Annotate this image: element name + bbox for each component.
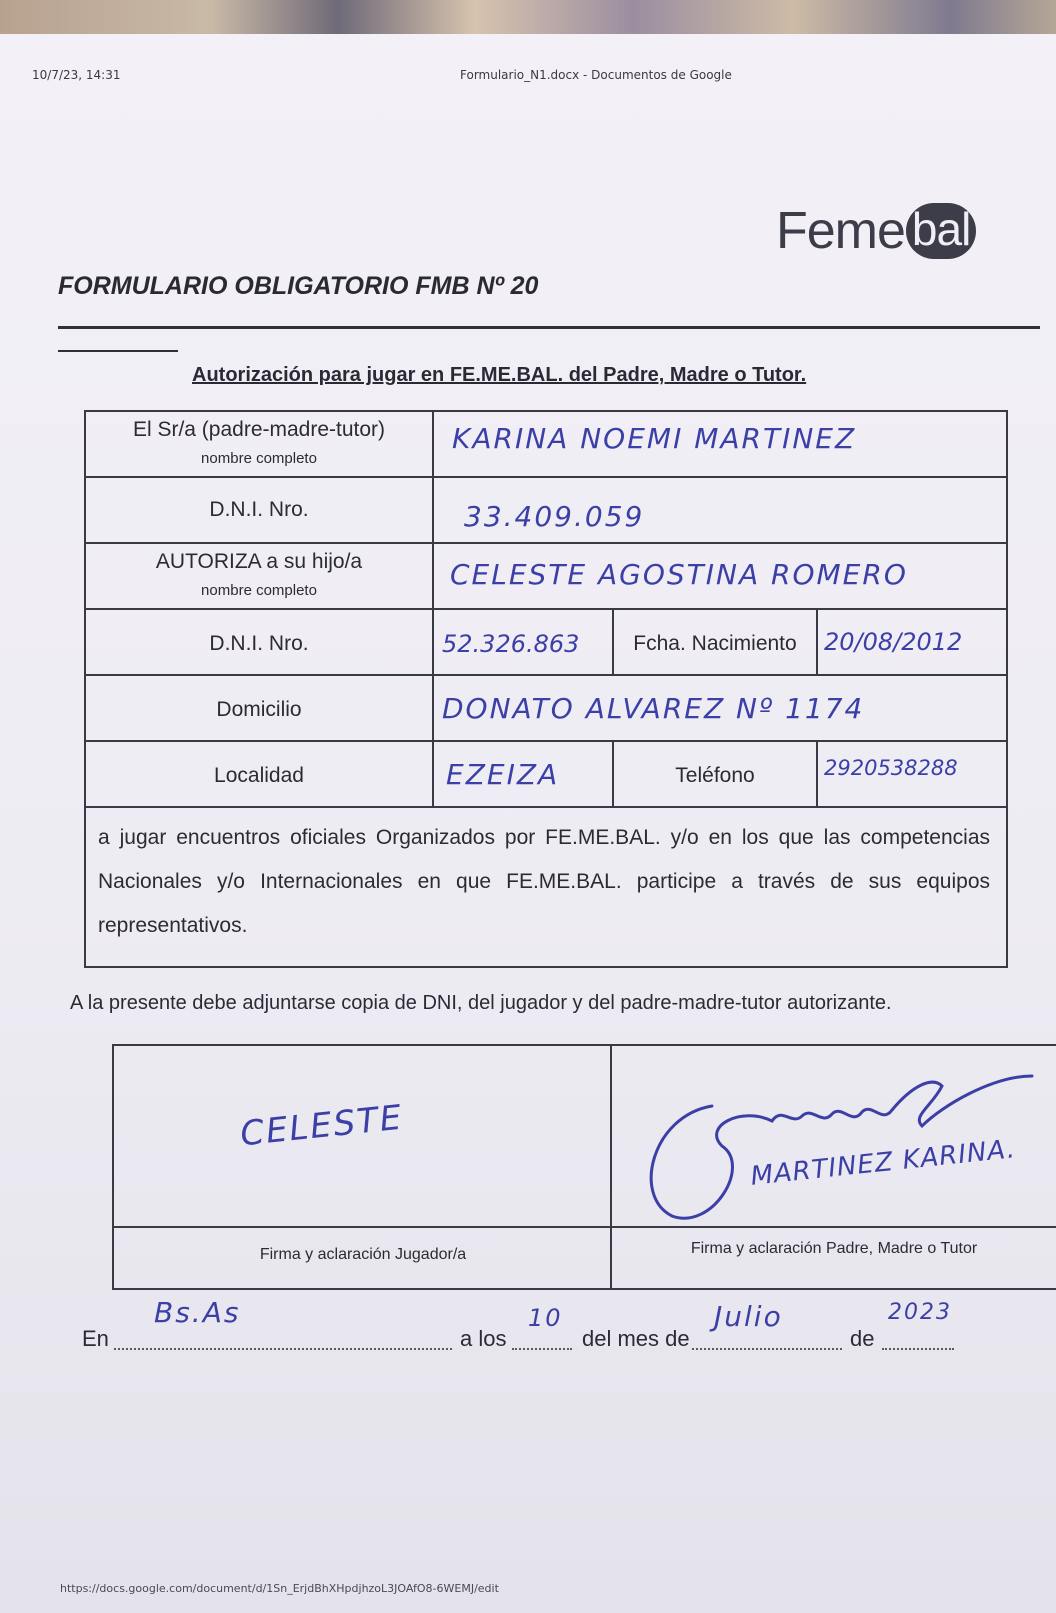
guardian-name-handwritten: KARINA NOEMI MARTINEZ: [452, 422, 857, 455]
del-mes-label: del mes de: [582, 1326, 690, 1351]
birth-label-cell: [614, 610, 818, 676]
child-label: AUTORIZA a su hijo/a: [155, 550, 363, 573]
signature-table: [112, 1044, 1056, 1290]
city-label-cell: [86, 742, 434, 808]
print-doc-title: Formulario_N1.docx - Documentos de Google: [460, 68, 732, 82]
child-name-handwritten: CELESTE AGOSTINA ROMERO: [450, 558, 908, 591]
city-value-cell: [434, 742, 614, 808]
city-label: Localidad: [214, 764, 304, 787]
dni2-handwritten: 52.326.863: [442, 630, 580, 658]
dni2-value-cell: [434, 610, 614, 676]
year-dotted-line: [882, 1334, 954, 1350]
guardian-label: El Sr/a (padre-madre-tutor): [132, 418, 386, 441]
phone-label-cell: [614, 742, 818, 808]
birth-value-cell: [818, 610, 1006, 676]
phone-handwritten: 2920538288: [824, 756, 958, 780]
phone-value-cell: [818, 742, 1006, 808]
guardian-sublabel: nombre completo: [201, 450, 317, 467]
child-sublabel: nombre completo: [201, 582, 317, 599]
player-signature-cell: [114, 1046, 612, 1228]
a-los-label: a los: [460, 1326, 507, 1351]
dni1-label-cell: [86, 478, 434, 544]
player-signature: CELESTE: [238, 1097, 406, 1155]
player-signature-caption: Firma y aclaración Jugador/a: [259, 1246, 467, 1263]
birth-date-handwritten: 20/08/2012: [824, 628, 963, 656]
logo-pill-text: bal: [906, 203, 976, 259]
dni1-handwritten: 33.409.059: [464, 500, 645, 533]
guardian-signature-caption: Firma y aclaración Padre, Madre o Tutor: [690, 1240, 978, 1257]
title-rule: [58, 326, 1040, 329]
form-subtitle: Autorización para jugar en FE.ME.BAL. del Padre, Madre o Tutor.: [192, 364, 807, 386]
authorization-table: [84, 410, 1008, 968]
dni2-label-cell: [86, 610, 434, 676]
guardian-value-cell: [434, 412, 1006, 478]
address-value-cell: [434, 676, 1006, 742]
year-handwritten: 2023: [888, 1300, 952, 1325]
de-label: de: [850, 1326, 875, 1351]
signature-divider: [610, 1228, 612, 1290]
address-handwritten: DONATO ALVAREZ Nº 1174: [442, 692, 865, 725]
city-handwritten: EZEIZA: [446, 758, 560, 791]
print-datetime: 10/7/23, 14:31: [32, 68, 121, 82]
logo-text: Feme: [776, 202, 905, 260]
dni1-label: D.N.I. Nro.: [209, 498, 309, 521]
month-dotted-line: [692, 1334, 842, 1350]
short-rule: [58, 350, 178, 352]
attachment-note: A la presente debe adjuntarse copia de DNI, del jugador y del padre-madre-tutor autorizante.: [70, 992, 892, 1014]
address-label: Domicilio: [216, 698, 302, 721]
date-place-line: [82, 1296, 982, 1358]
form-title: FORMULARIO OBLIGATORIO FMB Nº 20: [58, 272, 539, 300]
phone-label: Teléfono: [675, 764, 755, 787]
dni1-value-cell: [434, 478, 1006, 544]
place-handwritten: Bs.As: [154, 1296, 241, 1329]
day-dotted-line: [512, 1334, 572, 1350]
child-value-cell: [434, 544, 1006, 610]
day-handwritten: 10: [528, 1304, 563, 1332]
dni2-label: D.N.I. Nro.: [209, 632, 309, 655]
child-label-cell: [86, 544, 434, 610]
birth-label: Fcha. Nacimiento: [633, 632, 797, 655]
month-handwritten: Julio: [714, 1300, 783, 1333]
place-dotted-line: [114, 1334, 452, 1350]
footer-url: https://docs.google.com/document/d/1Sn_ErjdBhXHpdjhzoL3JOAfO8-6WEMJ/edit: [60, 1582, 499, 1595]
femebal-logo: [776, 198, 1036, 264]
guardian-signature-name: MARTINEZ KARINA.: [749, 1134, 1018, 1192]
guardian-signature-cell: [612, 1046, 1056, 1228]
address-label-cell: [86, 676, 434, 742]
authorization-paragraph: a jugar encuentros oficiales Organizados por FE.ME.BAL. y/o en los que las competencias Nacionales y/o Internacionales en que FE.ME.BAL. participe a través de sus equipos representativos.: [98, 826, 990, 937]
guardian-label-cell: [86, 412, 434, 478]
en-prefix: En: [82, 1326, 109, 1351]
